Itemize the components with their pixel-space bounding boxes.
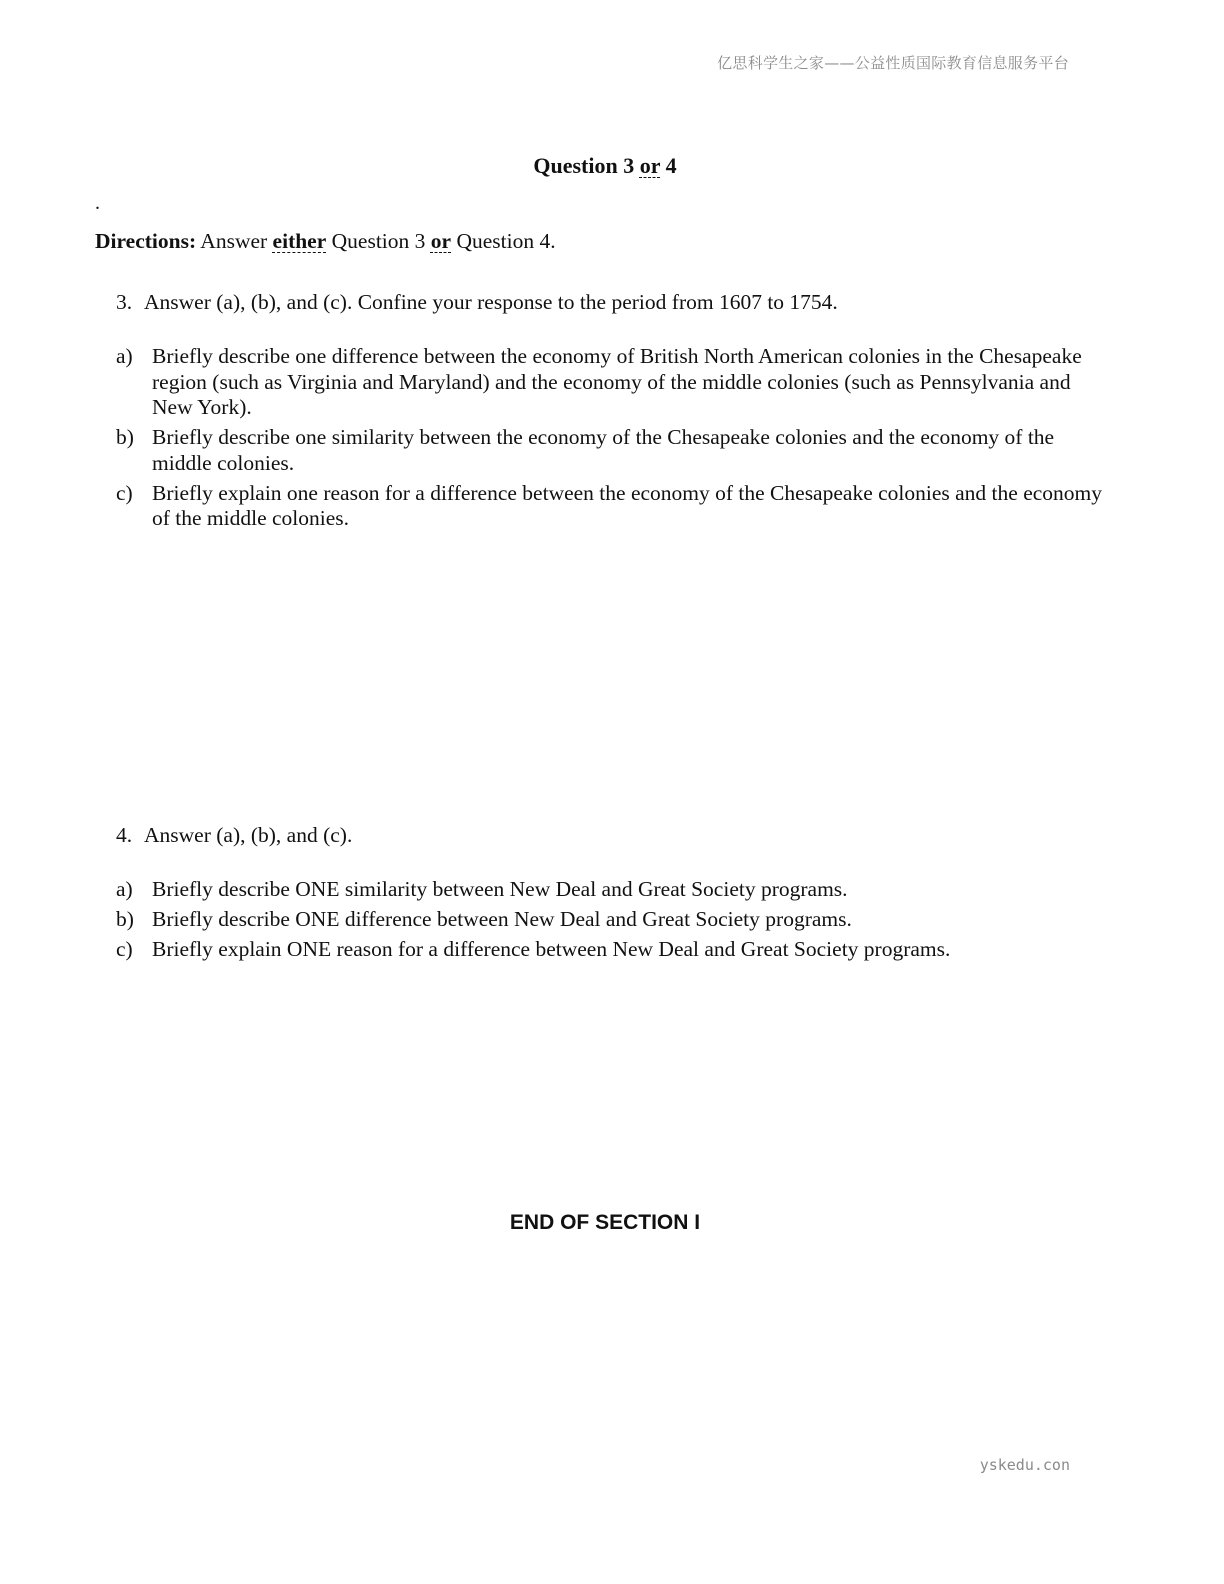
directions-text-1: Answer — [196, 229, 273, 253]
question-4-number: 4. — [116, 823, 133, 847]
question-4-items — [116, 877, 1116, 967]
item-label: a) — [116, 877, 133, 901]
question-3-number: 3. — [116, 290, 133, 314]
directions-text-3: Question 4. — [451, 229, 556, 253]
directions-text-2: Question 3 — [326, 229, 431, 253]
header-watermark: 亿思科学生之家——公益性质国际教育信息服务平台 — [717, 54, 1069, 72]
item-text: Briefly describe one similarity between the economy of the Chesapeake colonies and the economy of the middle colonies. — [152, 425, 1055, 475]
list-item — [116, 937, 1116, 963]
item-label: c) — [116, 480, 133, 505]
directions — [95, 229, 556, 254]
item-label: a) — [116, 344, 133, 368]
list-item — [116, 907, 1116, 933]
list-item — [116, 877, 1116, 903]
item-label: b) — [116, 907, 134, 931]
title-part-2: 4 — [660, 153, 677, 178]
item-text: Briefly describe one difference between the economy of British North American colonies in the Chesapeake region (such as Virginia and Maryland) and the economy of the middle colonies (such as Pennsylvania and New York). — [152, 344, 1082, 419]
either-emphasis: either — [272, 229, 327, 253]
title-part-1: Question 3 — [533, 153, 640, 178]
question-3-items — [116, 344, 1116, 536]
item-text: Briefly describe ONE difference between New Deal and Great Society programs. — [152, 907, 852, 931]
title-or-emphasis: or — [639, 153, 661, 178]
list-item — [116, 425, 1116, 476]
footer-watermark: yskedu.con — [979, 1456, 1070, 1474]
question-4-text: Answer (a), (b), and (c). — [144, 823, 353, 847]
or-emphasis: or — [430, 229, 452, 253]
question-4-prompt — [116, 823, 352, 848]
item-label: c) — [116, 937, 133, 961]
item-label: b) — [116, 425, 134, 449]
item-text: Briefly describe ONE similarity between New Deal and Great Society programs. — [152, 877, 848, 901]
page-title — [0, 153, 1210, 179]
list-item — [116, 344, 1116, 421]
question-3-text: Answer (a), (b), and (c). Confine your response to the period from 1607 to 1754. — [144, 290, 838, 314]
item-text: Briefly explain one reason for a difference between the economy of the Chesapeake colonies and the economy of the middle colonies. — [152, 480, 1102, 530]
list-item — [116, 481, 1116, 532]
end-of-section: END OF SECTION I — [509, 1211, 701, 1234]
stray-dot: . — [95, 192, 100, 214]
item-text: Briefly explain ONE reason for a difference between New Deal and Great Society programs. — [152, 937, 951, 961]
question-3-prompt — [116, 290, 838, 315]
directions-label: Directions: — [95, 229, 197, 253]
